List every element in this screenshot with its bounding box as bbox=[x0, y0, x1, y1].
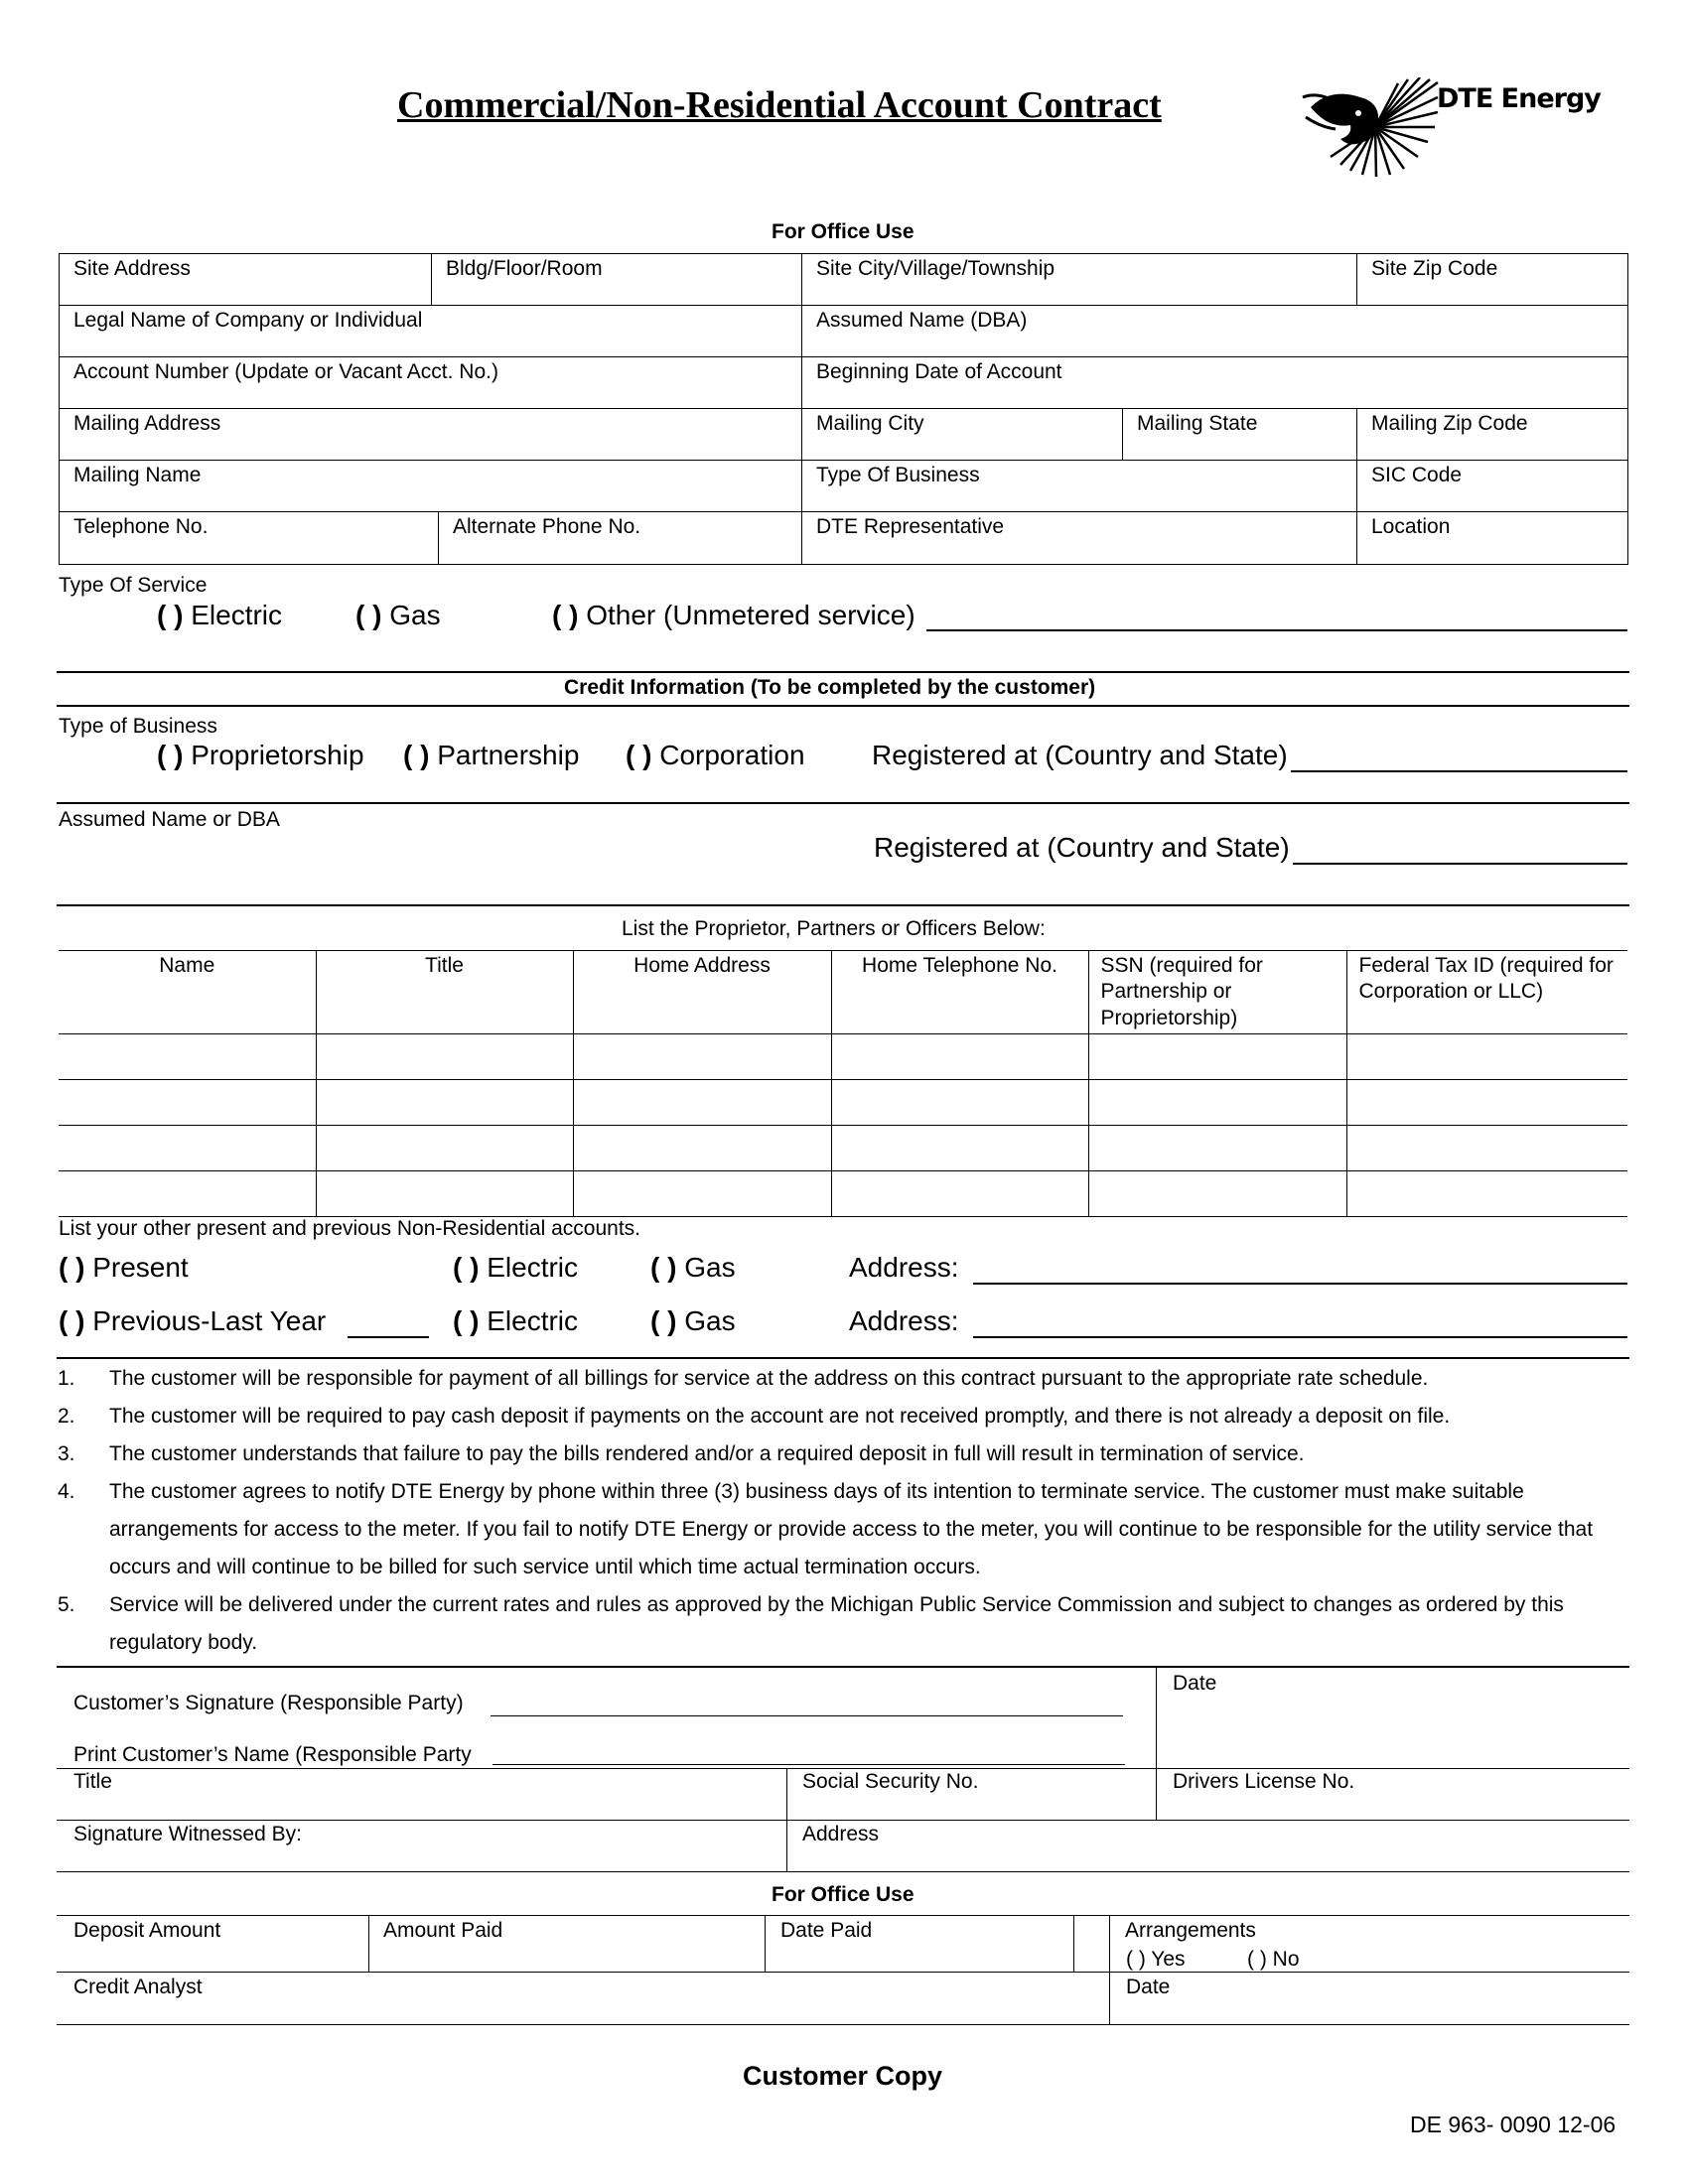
table-cell[interactable] bbox=[831, 1033, 1088, 1079]
date-label: Date bbox=[1173, 1672, 1217, 1695]
table-cell[interactable] bbox=[573, 1125, 831, 1170]
term-item: 5. Service will be delivered under the current rates and rules as approved by the Michigan Public Service Commission and subject to changes as ordered by this regulatory body. bbox=[58, 1593, 1564, 1654]
divider bbox=[57, 705, 1629, 707]
divider bbox=[57, 1871, 1629, 1872]
divider bbox=[57, 1820, 1629, 1821]
divider bbox=[57, 1768, 1629, 1769]
legal-name-field[interactable]: Legal Name of Company or Individual bbox=[60, 306, 802, 357]
form-number: DE 963- 0090 12-06 bbox=[1410, 2112, 1617, 2137]
account-number-field[interactable]: Account Number (Update or Vacant Acct. No.) bbox=[60, 357, 802, 409]
col-home-address: Home Address bbox=[573, 951, 831, 1034]
bldg-field[interactable]: Bldg/Floor/Room bbox=[432, 254, 802, 306]
corporation-option[interactable]: ( ) Corporation bbox=[626, 740, 805, 770]
address-label: Address bbox=[802, 1823, 880, 1845]
present-gas-option[interactable]: ( ) Gas bbox=[650, 1252, 736, 1283]
divider bbox=[57, 904, 1629, 906]
customer-copy-label: Customer Copy bbox=[743, 2061, 943, 2091]
term-item: 3. The customer understands that failure to pay the bills rendered and/or a required deposit in full will result in termination of service. bbox=[58, 1442, 1305, 1465]
table-cell[interactable] bbox=[573, 1079, 831, 1125]
divider bbox=[765, 1915, 766, 1972]
term-item: 2. The customer will be required to pay cash deposit if payments on the account are not received promptly, and there is not already a deposit on file. bbox=[58, 1405, 1451, 1428]
divider bbox=[57, 802, 1629, 804]
divider bbox=[1156, 1666, 1157, 1821]
assumed-dba-label: Assumed Name or DBA bbox=[59, 808, 280, 831]
officers-table bbox=[59, 950, 1627, 1217]
present-address-line[interactable] bbox=[973, 1283, 1627, 1285]
divider bbox=[57, 1915, 1629, 1916]
previous-electric-option[interactable]: ( ) Electric bbox=[453, 1305, 579, 1336]
service-other-line[interactable] bbox=[926, 629, 1627, 631]
divider bbox=[1109, 1915, 1110, 2024]
partnership-option[interactable]: ( ) Partnership bbox=[403, 740, 580, 770]
divider bbox=[57, 2024, 1629, 2025]
previous-option[interactable]: ( ) Previous-Last Year bbox=[59, 1305, 327, 1336]
mailing-state-field[interactable]: Mailing State bbox=[1123, 409, 1357, 461]
ssn-label: Social Security No. bbox=[802, 1770, 979, 1793]
office-use-table bbox=[59, 253, 1628, 512]
service-label: Type Of Service bbox=[59, 574, 208, 597]
table-cell[interactable] bbox=[1346, 1125, 1627, 1170]
alt-phone-field[interactable]: Alternate Phone No. bbox=[439, 512, 802, 565]
table-cell[interactable] bbox=[573, 1170, 831, 1216]
credit-analyst-label: Credit Analyst bbox=[73, 1976, 203, 1998]
present-address-label: Address: bbox=[849, 1252, 959, 1283]
term-item: 1. The customer will be responsible for payment of all billings for service at the address on this contract pursuant to the appropriate rate schedule. bbox=[58, 1367, 1429, 1390]
divider bbox=[57, 1972, 1629, 1973]
table-cell[interactable] bbox=[1088, 1170, 1346, 1216]
table-cell[interactable] bbox=[59, 1125, 316, 1170]
table-cell[interactable] bbox=[59, 1079, 316, 1125]
table-cell[interactable] bbox=[59, 1033, 316, 1079]
office-use-table-phone bbox=[59, 511, 1628, 565]
site-address-field[interactable]: Site Address bbox=[60, 254, 432, 306]
terms-list bbox=[58, 1360, 1626, 1662]
amount-paid-label: Amount Paid bbox=[383, 1919, 503, 1942]
print-name-label: Print Customer’s Name (Responsible Party bbox=[73, 1743, 472, 1766]
col-ssn: SSN (required for Partnership or Proprietorship) bbox=[1088, 951, 1346, 1034]
table-cell[interactable] bbox=[831, 1170, 1088, 1216]
table-cell[interactable] bbox=[573, 1033, 831, 1079]
type-of-business-field[interactable]: Type Of Business bbox=[802, 461, 1357, 512]
previous-gas-option[interactable]: ( ) Gas bbox=[650, 1305, 736, 1336]
table-cell[interactable] bbox=[1088, 1033, 1346, 1079]
mailing-address-field[interactable]: Mailing Address bbox=[60, 409, 802, 461]
sun-face-icon bbox=[1301, 77, 1440, 177]
drivers-license-label: Drivers License No. bbox=[1173, 1770, 1355, 1793]
title-label: Title bbox=[73, 1770, 112, 1793]
sic-code-field[interactable]: SIC Code bbox=[1357, 461, 1628, 512]
page-title: Commercial/Non-Residential Account Contract bbox=[397, 84, 1162, 126]
registered-label: Registered at (Country and State) bbox=[872, 740, 1288, 770]
telephone-field[interactable]: Telephone No. bbox=[60, 512, 439, 565]
office-use-heading: For Office Use bbox=[772, 220, 914, 243]
registered-line[interactable] bbox=[1291, 770, 1627, 772]
officers-heading: List the Proprietor, Partners or Officers Below: bbox=[622, 917, 1046, 940]
customer-signature-line[interactable] bbox=[491, 1715, 1123, 1716]
mailing-city-field[interactable]: Mailing City bbox=[802, 409, 1123, 461]
registered-line-2[interactable] bbox=[1293, 863, 1627, 865]
accounts-heading: List your other present and previous Non-Residential accounts. bbox=[59, 1217, 640, 1240]
service-gas-option[interactable]: ( ) Gas bbox=[355, 600, 441, 630]
credit-heading: Credit Information (To be completed by the customer) bbox=[564, 676, 1096, 699]
arrangements-label: Arrangements bbox=[1125, 1919, 1256, 1942]
table-cell[interactable] bbox=[1346, 1033, 1627, 1079]
dte-rep-field[interactable]: DTE Representative bbox=[802, 512, 1357, 565]
present-electric-option[interactable]: ( ) Electric bbox=[453, 1252, 579, 1283]
col-tax-id: Federal Tax ID (required for Corporation or LLC) bbox=[1346, 951, 1627, 1034]
divider bbox=[57, 1666, 1629, 1668]
present-option[interactable]: ( ) Present bbox=[59, 1252, 189, 1283]
proprietorship-option[interactable]: ( ) Proprietorship bbox=[157, 740, 364, 770]
divider bbox=[57, 1357, 1629, 1359]
table-cell[interactable] bbox=[831, 1079, 1088, 1125]
table-cell[interactable] bbox=[316, 1079, 573, 1125]
site-zip-field[interactable]: Site Zip Code bbox=[1357, 254, 1628, 306]
office-date-label: Date bbox=[1126, 1976, 1171, 1998]
table-cell[interactable] bbox=[1088, 1079, 1346, 1125]
divider bbox=[368, 1915, 369, 1972]
term-item: 4. The customer agrees to notify DTE Energy by phone within three (3) business days of its intention to terminate service. The customer must make suitable arrangements for access to the meter. If you fail to notify DTE Energy or provide access to the meter, you will continue to be responsible for the utility service that occurs and will continue to be billed for such service until which time actual termination occurs. bbox=[58, 1480, 1594, 1578]
divider bbox=[1073, 1915, 1074, 1972]
table-cell[interactable] bbox=[59, 1170, 316, 1216]
previous-year-line[interactable] bbox=[348, 1336, 429, 1338]
location-field[interactable]: Location bbox=[1357, 512, 1628, 565]
table-cell[interactable] bbox=[316, 1170, 573, 1216]
service-other-option[interactable]: ( ) Other (Unmetered service) bbox=[552, 600, 915, 630]
col-name: Name bbox=[59, 951, 316, 1034]
print-name-line[interactable] bbox=[492, 1764, 1125, 1765]
previous-address-line[interactable] bbox=[973, 1336, 1627, 1338]
assumed-name-field[interactable]: Assumed Name (DBA) bbox=[802, 306, 1628, 357]
table-cell[interactable] bbox=[316, 1125, 573, 1170]
site-city-field[interactable]: Site City/Village/Township bbox=[802, 254, 1357, 306]
business-type-label: Type of Business bbox=[59, 715, 217, 738]
divider bbox=[57, 671, 1629, 673]
arrangements-yes-option[interactable]: ( ) Yes bbox=[1126, 1948, 1186, 1971]
registered-label-2: Registered at (Country and State) bbox=[874, 832, 1290, 863]
office-use-bottom-heading: For Office Use bbox=[772, 1883, 914, 1906]
table-cell[interactable] bbox=[1088, 1125, 1346, 1170]
col-home-telephone: Home Telephone No. bbox=[831, 951, 1088, 1034]
date-paid-label: Date Paid bbox=[780, 1919, 873, 1942]
logo-text: DTE Energy bbox=[1437, 83, 1601, 114]
table-cell[interactable] bbox=[316, 1033, 573, 1079]
witness-label: Signature Witnessed By: bbox=[73, 1823, 302, 1845]
service-electric-option[interactable]: ( ) Electric bbox=[157, 600, 283, 630]
arrangements-no-option[interactable]: ( ) No bbox=[1247, 1948, 1300, 1971]
table-cell[interactable] bbox=[831, 1125, 1088, 1170]
mailing-name-field[interactable]: Mailing Name bbox=[60, 461, 802, 512]
previous-address-label: Address: bbox=[849, 1305, 959, 1336]
table-cell[interactable] bbox=[1346, 1079, 1627, 1125]
table-cell[interactable] bbox=[1346, 1170, 1627, 1216]
col-title: Title bbox=[316, 951, 573, 1034]
customer-signature-label: Customer’s Signature (Responsible Party) bbox=[73, 1692, 464, 1714]
mailing-zip-field[interactable]: Mailing Zip Code bbox=[1357, 409, 1628, 461]
deposit-amount-label: Deposit Amount bbox=[73, 1919, 221, 1942]
beginning-date-field[interactable]: Beginning Date of Account bbox=[802, 357, 1628, 409]
